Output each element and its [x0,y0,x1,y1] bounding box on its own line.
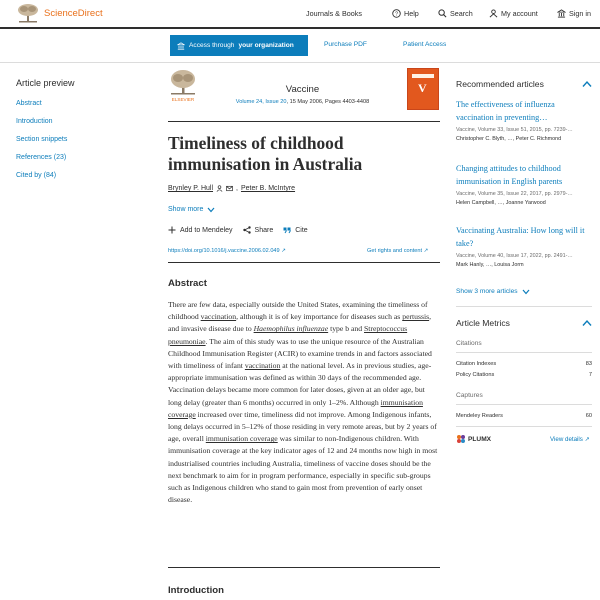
metric-label: Mendeley Readers [456,413,503,419]
doi-link[interactable]: https://doi.org/10.1016/j.vaccine.2006.02.049 ↗ [168,248,286,254]
show-more-articles-label: Show 3 more articles [456,288,518,295]
help-icon [392,9,401,18]
share-button[interactable] [243,226,274,234]
recommended-article-authors: Helen Campbell, …, Joanne Yarwood [456,200,546,206]
brand-name: ScienceDirect [44,7,103,19]
share-icon [243,226,251,234]
journals-books-label: Journals & Books [306,9,362,18]
plumx-logo [456,434,491,444]
cover-band [412,74,434,78]
volume-issue-link[interactable]: Volume 24, Issue 20 [235,99,287,105]
recommended-article-meta: Vaccine, Volume 40, Issue 17, 2022, pp. 2491-… [456,253,573,259]
abstract-divider [168,567,440,568]
metric-value: 60 [585,413,592,419]
abstract-segment: was similar to non-Indigenous children. With immunisation coverage at the key indicator ages of 12 and 24 months now high in most industrialised countries including Australia, timeliness of vaccine doses should be the next benchmark to aim for in program performance, especially in specific sub-groups such as Indigenous children who stand to gain most from prevention of early onset disease. [168,434,438,505]
article-title: Timeliness of childhood immunisation in Australia [168,133,363,174]
metrics-divider [456,404,592,405]
account-icon [489,9,498,18]
chevron-down-icon [522,289,530,295]
access-bar [0,31,600,63]
author-list [168,185,295,192]
keyword-italic: Haemophilus influenzae [253,324,329,334]
nav-abstract[interactable]: Abstract [16,100,42,107]
introduction-heading: Introduction [168,585,224,596]
abstract-heading: Abstract [168,278,207,289]
help-label: Help [404,9,419,18]
journals-books-link[interactable] [306,9,362,18]
person-icon [216,185,223,192]
show-more-label: Show more [168,206,204,213]
rights-link[interactable]: Get rights and content ↗ [367,248,429,254]
sciencedirect-logo[interactable] [16,3,103,23]
abstract-segment: . The aim of this study was to use the unique resource of the Australian Childhood Immunisation Register (ACIR) to examine trends in and factors associated with timeliness of infant [168,336,432,371]
article-preview-nav [16,99,67,189]
keyword-link[interactable] [254,324,329,333]
metrics-divider [456,352,592,353]
institution-icon [557,9,566,18]
captures-label: Captures [456,392,483,399]
metric-label: Citation Indexes [456,361,497,367]
keyword-link[interactable]: vaccination [200,312,237,322]
keyword-link[interactable]: immunisation coverage [168,397,423,419]
chevron-down-icon [207,207,215,213]
recommended-article-meta: Vaccine, Volume 35, Issue 22, 2017, pp. 2979-… [456,191,573,197]
volume-pages: , 15 May 2006, Pages 4403-4408 [286,99,370,105]
abstract-segment: at the national level. As in previous studies, age-appropriate immunisation was defined as within 30 days of the recommended age. Vaccination delays became more common for later doses, given at an older age, but long delay (greater than 6 months) occurred in only 1–2%. Although [168,361,432,407]
volume-info [200,99,405,105]
show-more-button[interactable] [168,206,215,213]
keyword-link[interactable]: vaccination [244,361,281,371]
purchase-pdf-link[interactable]: Purchase PDF [324,41,367,48]
access-strong: your organization [238,42,294,49]
email-icon[interactable] [226,185,233,192]
recommended-article-title[interactable]: The effectiveness of influenza vaccination in preventing… [456,100,555,122]
show-more-articles-button[interactable] [456,288,530,295]
search-icon [438,9,447,18]
metric-row [456,372,592,378]
keyword-link[interactable]: Streptococcus pneumoniae [168,324,408,346]
metric-row [456,413,592,419]
keyword-link[interactable]: immunisation coverage [205,434,278,444]
add-to-mendeley-button[interactable] [168,226,233,234]
plumx-label: PLUMX [468,435,492,443]
plus-icon [168,226,176,234]
sidebar-divider [456,306,592,307]
nav-cited-by[interactable]: Cited by (84) [16,172,57,179]
article-preview-title: Article preview [16,78,75,88]
patient-access-link[interactable]: Patient Access [403,41,447,48]
sign-in-link[interactable] [557,9,591,18]
recommended-article-authors: Christopher C. Blyth, …, Peter C. Richmond [456,136,562,142]
recommended-article-meta: Vaccine, Volume 33, Issue 51, 2015, pp. 7239-… [456,127,573,133]
elsevier-wordmark: ELSEVIER [171,97,195,102]
recommended-article [456,225,592,268]
recommended-article [456,163,592,206]
chevron-up-icon[interactable] [582,319,592,327]
chevron-up-icon[interactable] [582,80,592,88]
elsevier-tree-icon [168,68,198,104]
article-metrics-title: Article Metrics [456,318,510,328]
my-account-label: My account [501,9,538,18]
recommended-article-title[interactable]: Changing attitudes to childhood immunisation in English parents [456,164,563,186]
nav-introduction[interactable]: Introduction [16,118,53,125]
nav-section-snippets[interactable]: Section snippets [16,136,68,143]
metric-label: Policy Citations [456,372,495,378]
keyword-link[interactable]: pertussis [402,312,430,322]
article-actions [168,226,308,234]
abstract-segment: , and invasive disease due to [168,312,432,334]
recommended-articles-title: Recommended articles [456,79,544,89]
top-header [0,0,600,29]
recommended-article-authors: Mark Hanly, …, Louisa Jorm [456,262,524,268]
journal-name[interactable]: Vaccine [285,84,320,95]
search-label: Search [450,9,473,18]
add-to-mendeley-label: Add to Mendeley [180,226,233,234]
metrics-divider [456,426,592,427]
help-link[interactable] [392,9,419,18]
share-label: Share [254,226,274,234]
abstract-segment: type b and [328,324,365,334]
journal-cover-image[interactable] [407,68,439,110]
metric-value: 83 [585,361,592,367]
metric-row [456,361,592,367]
recommended-article-title[interactable]: Vaccinating Australia: How long will it take? [456,226,585,248]
recommended-article [456,99,592,142]
abstract-segment: increased over time, timeliness did not improve. Among Indigenous infants, long delays occurred in 5–12% of those residing in very remote areas, but by 2 years of age, overall [168,409,437,444]
view-details-link[interactable]: View details ↗ [550,436,590,443]
abstract-segment: , although it is of key importance for diseases such as [236,312,403,322]
svg-text:?: ? [395,11,398,18]
cite-button[interactable] [283,226,307,234]
citations-label: Citations [456,340,482,347]
nav-references[interactable]: References (23) [16,154,67,161]
elsevier-tree-icon [16,3,40,23]
author-link[interactable]: Peter B. McIntyre [240,185,296,192]
author-separator: , [236,185,238,192]
quote-icon [283,226,291,234]
actions-divider [168,262,440,263]
access-prefix: Access through [189,42,235,49]
abstract-segment: There are few data, especially outside the United States, examining the timeliness of childhood [168,300,428,322]
author-link[interactable]: Brynley P. Hull [168,185,214,192]
search-link[interactable] [438,9,473,18]
institution-icon [177,42,185,50]
my-account-link[interactable] [489,9,538,18]
sign-in-label: Sign in [569,9,591,18]
cover-letter: V [418,81,427,95]
access-through-organization-button[interactable] [170,35,308,56]
header-divider [168,121,440,122]
metric-value: 7 [588,372,592,378]
elsevier-logo[interactable] [168,68,198,104]
abstract-text [168,299,440,506]
plumx-icon [456,434,466,444]
cite-label: Cite [295,226,308,234]
